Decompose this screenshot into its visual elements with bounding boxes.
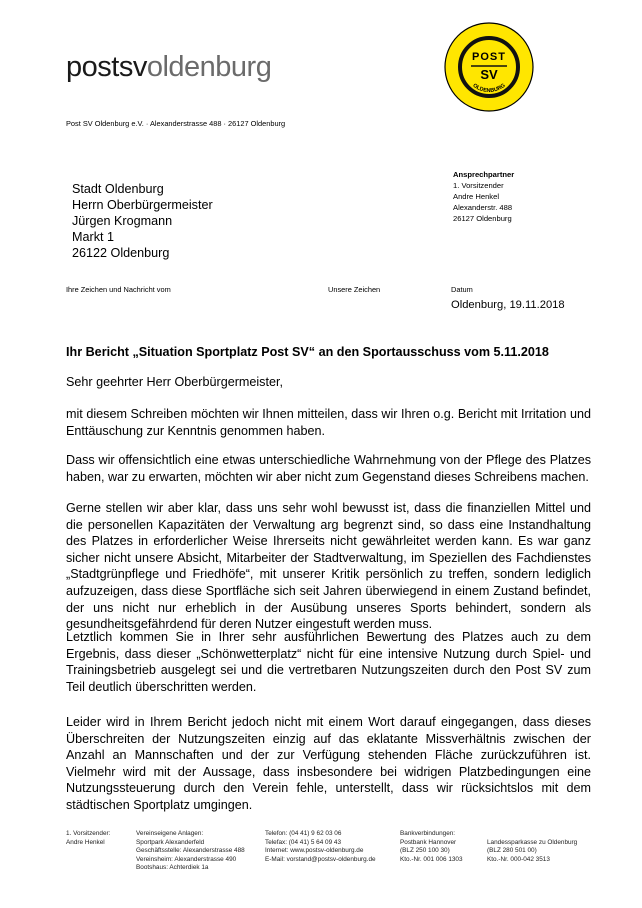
footer-line: Bankverbindungen: bbox=[400, 830, 456, 837]
contact-line: 26127 Oldenburg bbox=[453, 214, 512, 223]
recipient-line: 26122 Oldenburg bbox=[72, 246, 170, 260]
footer-line: Telefon: (04 41) 9 62 03 06 bbox=[265, 830, 342, 837]
footer-line: Andre Henkel bbox=[66, 838, 105, 846]
date-label: Datum bbox=[451, 285, 473, 294]
club-logo bbox=[444, 22, 534, 112]
recipient-address bbox=[72, 181, 213, 261]
body-paragraph: Dass wir offensichtlich eine etwas unterschiedliche Wahrnehmung von der Pflege des Platzes haben, war zu erwarten, möchten wir aber nicht zum Gegenstand dieses Schreibens machen. bbox=[66, 453, 591, 484]
contact-line: 1. Vorsitzender bbox=[453, 181, 504, 190]
recipient-line: Herrn Oberbürgermeister bbox=[72, 198, 213, 212]
contact-line: Andre Henkel bbox=[453, 192, 500, 201]
footer-line: E-Mail: vorstand@postsv-oldenburg.de bbox=[265, 855, 376, 863]
footer-line: Landessparkasse zu Oldenburg bbox=[487, 838, 578, 846]
footer-line: Vereinseigene Anlagen: bbox=[136, 830, 204, 837]
footer-line: Internet: www.postsv-oldenburg.de bbox=[265, 847, 364, 855]
footer-line: Bootshaus: Achterdiek 1a bbox=[136, 864, 209, 872]
our-reference-label: Unsere Zeichen bbox=[328, 285, 381, 294]
recipient-line: Jürgen Krogmann bbox=[72, 214, 173, 228]
footer-line: Kto.-Nr. 000-042 3513 bbox=[487, 855, 550, 863]
footer-column-contact bbox=[265, 830, 376, 864]
footer-column-bank-postbank bbox=[400, 830, 463, 864]
footer-line: Postbank Hannover bbox=[400, 838, 457, 846]
footer-line: (BLZ 250 100 30) bbox=[400, 847, 450, 855]
salutation: Sehr geehrter Herr Oberbürgermeister, bbox=[66, 375, 283, 389]
body-paragraph: Letztlich kommen Sie in Ihrer sehr ausführlichen Bewertung des Platzes auch zu dem Ergebnis, dass dieser „Schönwetterplatz“ nicht für eine intensive Nutzung durch Spiel- und Trainingsbetrieb ausgelegt sei und die vertretbaren Nutzungszeiten durch den Post SV zum Teil deutlich überschritten werden. bbox=[66, 630, 591, 694]
footer-line: Kto.-Nr. 001 006 1303 bbox=[400, 855, 463, 863]
sender-address-line: Post SV Oldenburg e.V. · Alexanderstrasse 488 · 26127 Oldenburg bbox=[66, 119, 286, 128]
footer-column-bank-sparkasse bbox=[487, 830, 577, 864]
brand-wordmark bbox=[66, 50, 271, 84]
footer-line: Vereinsheim: Alexanderstrasse 490 bbox=[136, 855, 237, 863]
logo-text-post: POST bbox=[472, 51, 506, 63]
logo-text-oldenburg: OLDENBURG bbox=[471, 82, 507, 95]
body-paragraph: Gerne stellen wir aber klar, dass uns sehr wohl bewusst ist, dass die finanziellen Mittel und die personellen Kapazitäten der Verwaltung arg begrenzt sind, so dass eine Instandhaltung des Platzes in erforderlicher Weise Ihrerseits nicht gewährleitet werden kann. Es war ganz sicher nicht unsere Absicht, Mitarbeiter der Stadtverwaltung, im Speziellen des Fachdienstes „Stadtgrünpflege und Friedhöfe“, mit unserer Kritik persönlich zu treffen, sondern lediglich aufzuzeigen, dass diese Sportfläche sich seit Jahren überwiegend in einem Zustand befindet, der uns nicht nur erheblich in der Ausübung unseres Sports behindert, sondern als gesundheitsgefährdend für deren Nutzer eingestuft werden muss. bbox=[66, 501, 591, 632]
footer-line: 1. Vorsitzender: bbox=[66, 830, 111, 837]
recipient-line: Stadt Oldenburg bbox=[72, 182, 164, 196]
footer-line: Sportpark Alexanderfeld bbox=[136, 838, 205, 846]
footer-line: Geschäftsstelle: Alexanderstrasse 488 bbox=[136, 847, 245, 855]
contact-line: Alexanderstr. 488 bbox=[453, 203, 513, 212]
body-paragraph: mit diesem Schreiben möchten wir Ihnen mitteilen, dass wir Ihren o.g. Bericht mit Irritation und Enttäuschung zur Kenntnis genommen haben. bbox=[66, 407, 591, 438]
logo-text-sv: SV bbox=[480, 67, 498, 82]
brand-part-oldenburg: oldenburg bbox=[146, 51, 272, 83]
your-reference-label: Ihre Zeichen und Nachricht vom bbox=[66, 285, 171, 294]
contact-heading: Ansprechpartner bbox=[453, 170, 515, 179]
brand-part-post-sv: postsv bbox=[66, 51, 147, 83]
footer-line: Telefax: (04 41) 5 64 09 43 bbox=[265, 838, 342, 846]
footer-column-facilities bbox=[136, 830, 245, 873]
letter-date: Oldenburg, 19.11.2018 bbox=[451, 299, 565, 311]
contact-person-block bbox=[453, 169, 514, 224]
footer-spacer bbox=[487, 830, 577, 839]
letter-subject: Ihr Bericht „Situation Sportplatz Post SV“ an den Sportausschuss vom 5.11.2018 bbox=[66, 345, 549, 359]
footer-line: (BLZ 280 501 00) bbox=[487, 847, 537, 855]
body-paragraph: Leider wird in Ihrem Bericht jedoch nicht mit einem Wort darauf eingegangen, dass dieses Überschreiten der Nutzungszeiten einzig auf das eklatante Missverhältnis zwischen der Anzahl an Mannschaften und der zur Verfügung stehenden Fläche zurückzuführen ist. Vielmehr wird mit der Aussage, dass insbesondere bei widrigen Platzbedingungen eine Nutzungssteuerung durch den Verein fehle, unterstellt, dass wir rücksichtslos mit dem städtischen Sportplatz umgingen. bbox=[66, 715, 591, 812]
footer-column-chairman bbox=[66, 830, 110, 847]
recipient-line: Markt 1 bbox=[72, 230, 114, 244]
